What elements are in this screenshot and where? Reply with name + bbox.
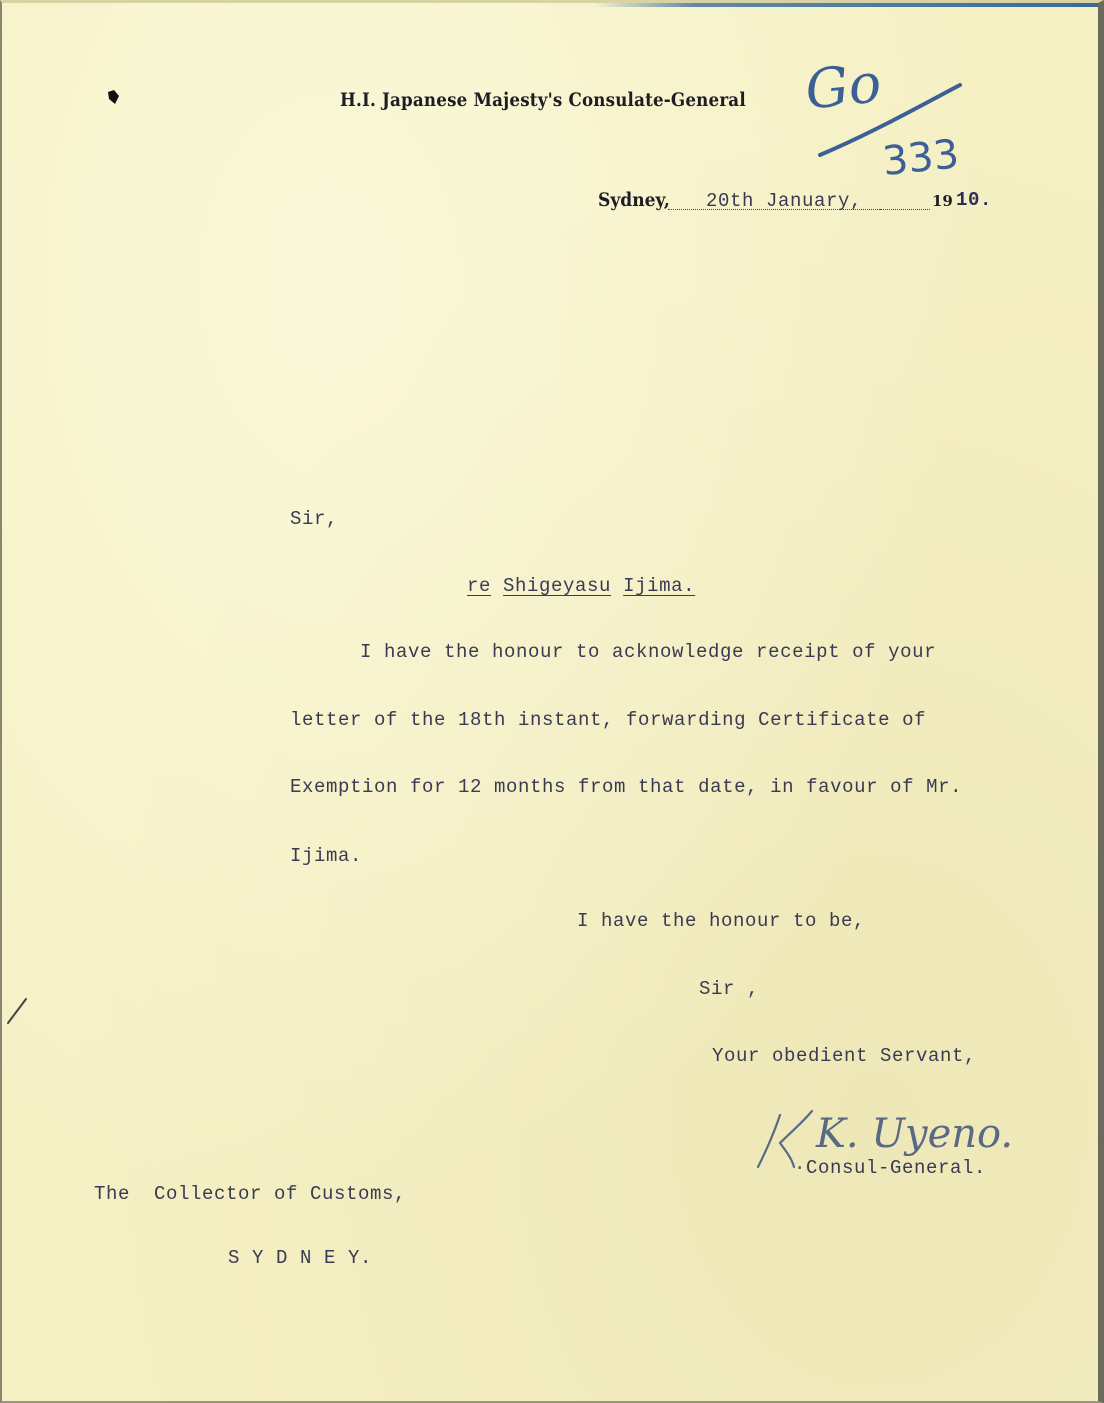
- addressee-line-1: The Collector of Customs,: [94, 1183, 407, 1205]
- subject-surname: Ijima.: [623, 575, 696, 597]
- signature-title-text: Consul-General.: [806, 1157, 987, 1179]
- salutation: Sir,: [290, 508, 339, 530]
- reference-mark-bottom: 333: [880, 131, 962, 186]
- body-line-2: letter of the 18th instant, forwarding Certificate of: [290, 709, 927, 731]
- top-edge-strip: [592, 3, 1104, 7]
- pencil-tick-icon: [2, 993, 32, 1033]
- reference-mark-top: Go: [802, 51, 885, 122]
- reference-mark-handwritten: [802, 43, 1002, 193]
- letterhead-title: H.I. Japanese Majesty's Consulate-General: [340, 89, 746, 111]
- body-line-3: Exemption for 12 months from that date, in favour of Mr.: [290, 776, 963, 798]
- date-line: [598, 187, 1008, 217]
- signature-name: K. Uyeno.: [816, 1111, 1014, 1157]
- closing-line-2: Sir ,: [699, 978, 760, 1000]
- date-day-month: 20th January,: [706, 190, 863, 212]
- date-year: 10.: [956, 189, 993, 211]
- closing-line-3: Your obedient Servant,: [712, 1045, 977, 1067]
- date-century: 19: [932, 192, 953, 210]
- year-dotted-rule: [880, 209, 930, 210]
- signature-title: ·Consul-General.: [794, 1157, 987, 1179]
- subject-prefix: re: [467, 575, 492, 597]
- addressee-line-2: S Y D N E Y.: [228, 1247, 373, 1269]
- body-line-1: I have the honour to acknowledge receipt of your: [360, 641, 937, 663]
- body-line-4: Ijima.: [290, 845, 363, 867]
- bullet-mark-icon: [106, 89, 120, 105]
- date-city: Sydney,: [598, 189, 670, 211]
- subject-name: Shigeyasu: [503, 575, 612, 597]
- closing-line-1: I have the honour to be,: [577, 910, 866, 932]
- subject-line: [467, 575, 695, 597]
